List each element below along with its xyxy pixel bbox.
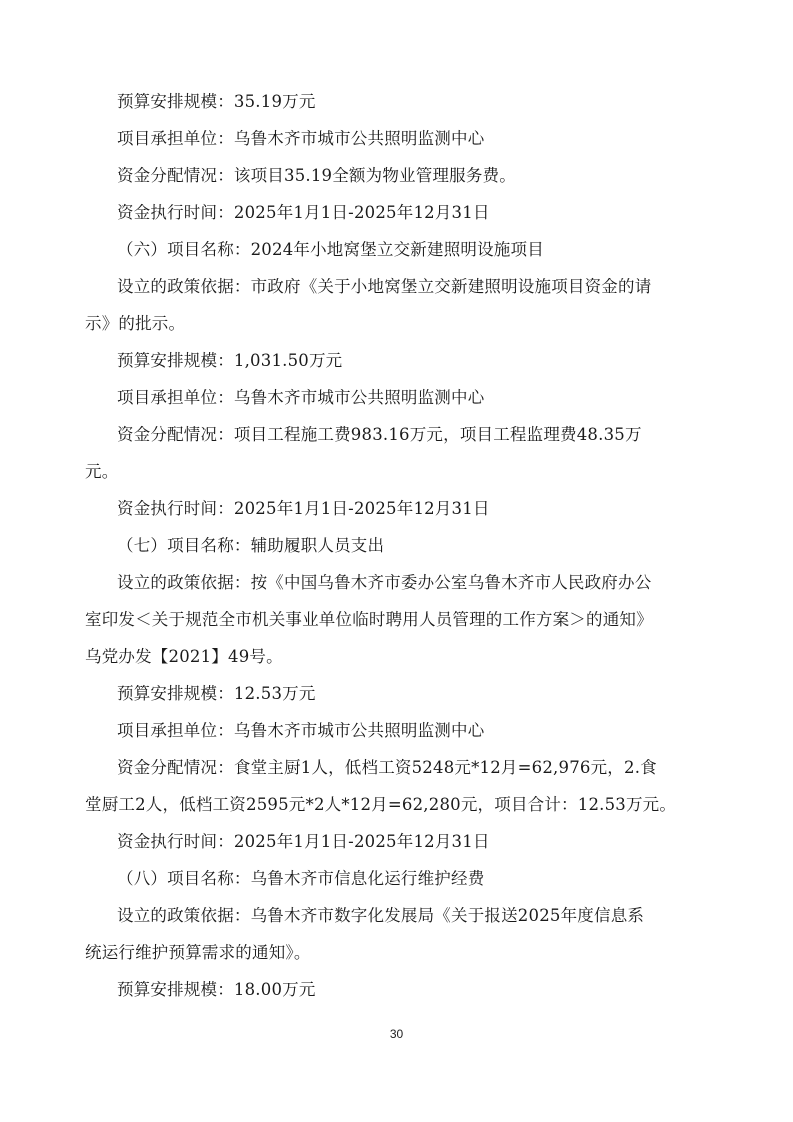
paragraph-line: 资金分配情况：项目工程施工费983.16万元，项目工程监理费48.35万 bbox=[117, 425, 642, 444]
paragraph-line: 设立的政策依据：乌鲁木齐市数字化发展局《关于报送2025年度信息系 bbox=[117, 906, 645, 925]
paragraph-line: 室印发＜关于规范全市机关事业单位临时聘用人员管理的工作方案＞的通知》 bbox=[85, 610, 653, 629]
paragraph-line: 堂厨工2人，低档工资2595元*2人*12月=62,280元，项目合计：12.53万元。 bbox=[85, 795, 677, 814]
section-heading: （六）项目名称：2024年小地窝堡立交新建照明设施项目 bbox=[117, 240, 544, 259]
paragraph-line: 示》的批示。 bbox=[85, 314, 186, 333]
paragraph-line: 预算安排规模：12.53万元 bbox=[117, 684, 316, 703]
paragraph-line: 设立的政策依据：按《中国乌鲁木齐市委办公室乌鲁木齐市人民政府办公 bbox=[117, 573, 652, 592]
paragraph-line: 统运行维护预算需求的通知》。 bbox=[85, 943, 311, 962]
paragraph-line: 元。 bbox=[85, 462, 119, 481]
paragraph-line: 项目承担单位：乌鲁木齐市城市公共照明监测中心 bbox=[117, 388, 485, 407]
paragraph-line: 项目承担单位：乌鲁木齐市城市公共照明监测中心 bbox=[117, 129, 485, 148]
paragraph-line: 资金执行时间：2025年1月1日-2025年12月31日 bbox=[117, 832, 490, 851]
paragraph-line: 项目承担单位：乌鲁木齐市城市公共照明监测中心 bbox=[117, 721, 485, 740]
page-number: 30 bbox=[389, 1027, 404, 1041]
section-heading: （七）项目名称：辅助履职人员支出 bbox=[117, 536, 385, 555]
paragraph-line: 资金分配情况：该项目35.19全额为物业管理服务费。 bbox=[117, 166, 516, 185]
paragraph-line: 资金分配情况：食堂主厨1人，低档工资5248元*12月=62,976元，2.食 bbox=[117, 758, 657, 777]
paragraph-line: 预算安排规模：35.19万元 bbox=[117, 92, 316, 111]
paragraph-line: 预算安排规模：18.00万元 bbox=[117, 980, 316, 999]
paragraph-line: 资金执行时间：2025年1月1日-2025年12月31日 bbox=[117, 499, 490, 518]
section-heading: （八）项目名称：乌鲁木齐市信息化运行维护经费 bbox=[117, 869, 485, 888]
paragraph-line: 预算安排规模：1,031.50万元 bbox=[117, 351, 343, 370]
paragraph-line: 乌党办发【2021】49号。 bbox=[85, 647, 283, 666]
paragraph-line: 资金执行时间：2025年1月1日-2025年12月31日 bbox=[117, 203, 490, 222]
paragraph-line: 设立的政策依据：市政府《关于小地窝堡立交新建照明设施项目资金的请 bbox=[117, 277, 652, 296]
